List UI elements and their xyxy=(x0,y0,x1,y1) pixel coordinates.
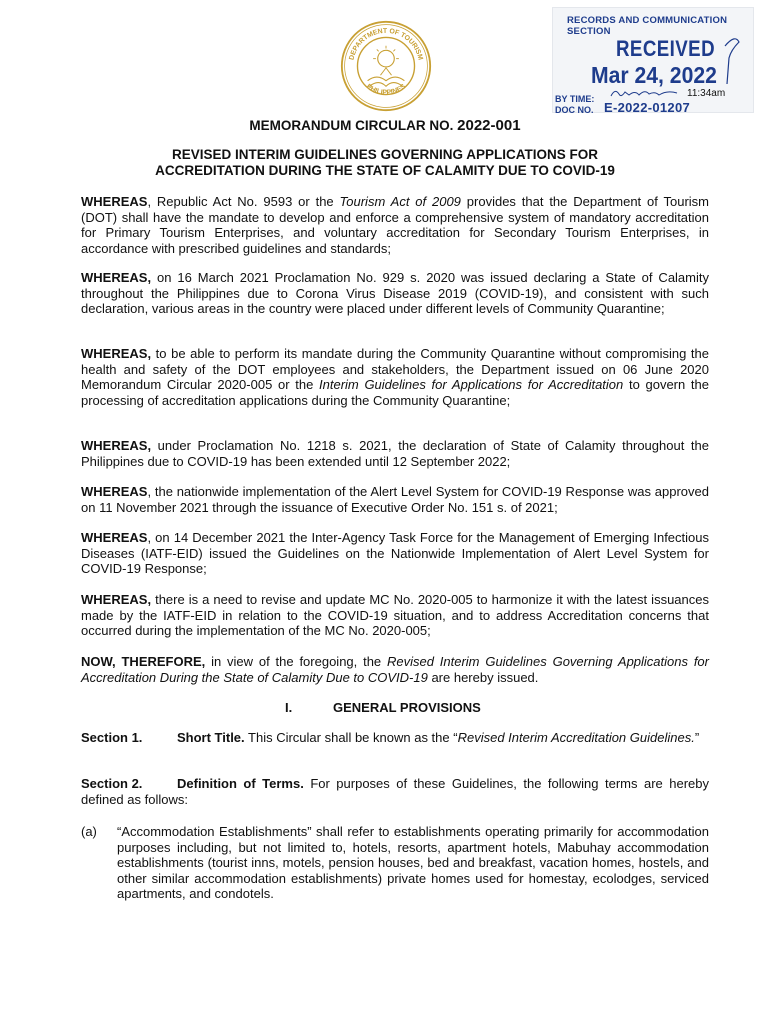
whereas-clause: WHEREAS, on 14 December 2021 the Inter-Agency Task Force for the Management of Emerging Infectious Diseases (IATF-EID) issued the Guidelines on the Nationwide Implementation of Alert Level System for COVID-19 Response; xyxy=(81,530,709,577)
svg-text:PHILIPPINES: PHILIPPINES xyxy=(364,83,408,97)
handwritten-signature-icon xyxy=(609,86,679,100)
memo-title-line-1: REVISED INTERIM GUIDELINES GOVERNING APPLICATIONS FOR xyxy=(171,147,599,162)
stamp-doc-no-label: DOC NO. xyxy=(555,105,594,115)
part-numeral: I. xyxy=(285,700,293,715)
item-text: “Accommodation Establishments” shall refer to establishments operating primarily for accommodation purposes including, but not limited to, hotels, resorts, apartment hotels, Mabuhay accommodation establishments (tourist inns, motels, pension houses, bed and breakfast, vacation homes, hostels, and other similar accommodation establishments) private homes used for homestay, ecolodges, serviced apartments, and condotels. xyxy=(117,824,709,902)
department-of-tourism-seal xyxy=(340,20,432,112)
definition-item xyxy=(81,824,709,902)
now-therefore-clause: NOW, THEREFORE, in view of the foregoing, the Revised Interim Guidelines Governing Applications for Accreditation During the State of Calamity Due to COVID-19 are hereby issued. xyxy=(81,654,709,685)
section-2: Section 2. Definition of Terms. For purposes of these Guidelines, the following terms are hereby defined as follows: xyxy=(81,776,709,807)
whereas-clause: WHEREAS, on 16 March 2021 Proclamation No. 929 s. 2020 was issued declaring a State of Calamity throughout the Philippines due to Corona Virus Disease 2019 (COVID-19), and consistent with such declaration, various areas in the country were placed under different levels of Community Quarantine; xyxy=(81,270,709,317)
whereas-clause: WHEREAS, there is a need to revise and update MC No. 2020-005 to harmonize it with the latest issuances made by the IATF-EID in relation to the COVID-19 situation, and to address Accreditation concerns that occurred during the implementation of the MC No. 2020-005; xyxy=(81,592,709,639)
stamp-date: Mar 24, 2022 xyxy=(591,62,717,88)
item-label: (a) xyxy=(81,824,97,839)
memo-number: MEMORANDUM CIRCULAR NO. 2022-001 xyxy=(249,117,521,134)
whereas-clause: WHEREAS, under Proclamation No. 1218 s. 2021, the declaration of State of Calamity throughout the Philippines due to COVID-19 has been extended until 12 September 2022; xyxy=(81,438,709,469)
stamp-received: RECEIVED xyxy=(616,36,716,61)
whereas-clause: WHEREAS, the nationwide implementation of the Alert Level System for COVID-19 Response was approved on 11 November 2021 through the issuance of Executive Order No. 151 s. of 2021; xyxy=(81,484,709,515)
received-stamp xyxy=(552,7,754,113)
memo-title-line-2: ACCREDITATION DURING THE STATE OF CALAMITY DUE TO COVID-19 xyxy=(155,163,615,178)
stamp-doc-no: E-2022-01207 xyxy=(604,100,690,115)
part-title: GENERAL PROVISIONS xyxy=(333,700,481,715)
handwritten-mark-icon xyxy=(721,32,743,88)
whereas-clause: WHEREAS, to be able to perform its mandate during the Community Quarantine without compromising the health and safety of the DOT employees and stakeholders, the Department issued on 06 June 2020 Memorandum Circular 2020-005 or the Interim Guidelines for Applications for Accreditation to govern the processing of accreditation applications during the Community Quarantine; xyxy=(81,346,710,408)
stamp-time: 11:34am xyxy=(687,88,726,99)
section-1: Section 1. Short Title. This Circular shall be known as the “Revised Interim Accreditation Guidelines.” xyxy=(81,730,700,745)
svg-text:DEPARTMENT OF TOURISM: DEPARTMENT OF TOURISM xyxy=(348,27,424,61)
stamp-by-time-label: BY TIME: xyxy=(555,94,595,104)
whereas-clause: WHEREAS, Republic Act No. 9593 or the Tourism Act of 2009 provides that the Department of Tourism (DOT) shall have the mandate to develop and enforce a comprehensive system of mandatory accreditation for Primary Tourism Enterprises, and voluntary accreditation for Secondary Tourism Enterprises, in accordance with prescribed guidelines and standards; xyxy=(81,194,710,256)
stamp-header: RECORDS AND COMMUNICATION SECTION xyxy=(567,15,728,37)
